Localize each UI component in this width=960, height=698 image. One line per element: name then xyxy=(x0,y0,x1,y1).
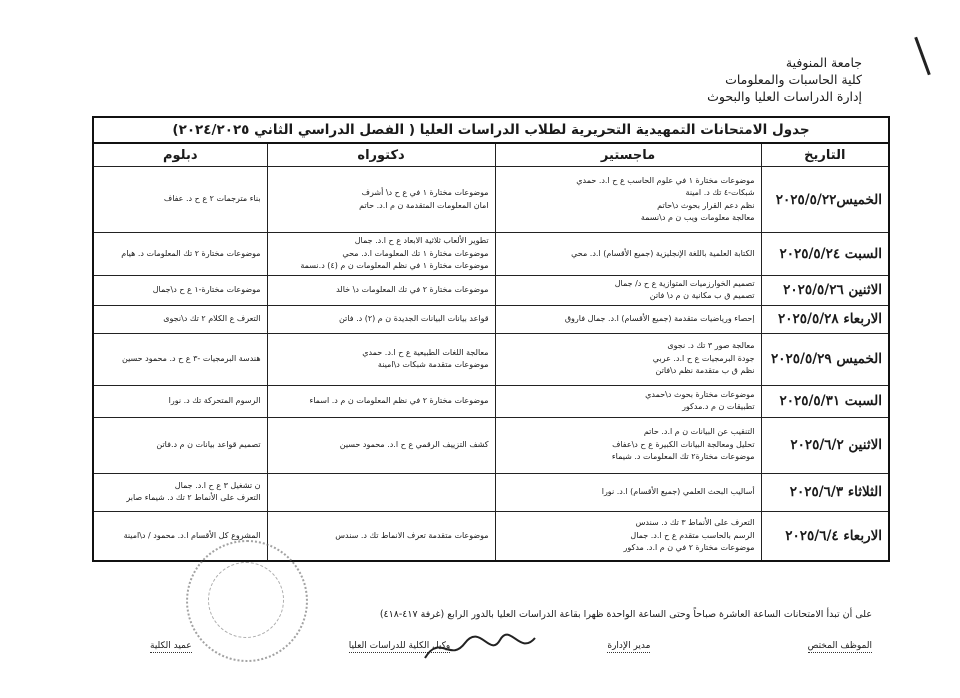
faculty-name: كلية الحاسبات والمعلومات xyxy=(725,72,862,87)
date-cell: السبت ٢٠٢٥/٥/٣١ xyxy=(761,385,889,417)
signature-director: مدير الإدارة xyxy=(607,641,651,651)
course-entry: شبكات-٤ تك د. امينة xyxy=(685,188,755,197)
diploma-cell xyxy=(93,385,267,417)
date-cell: الخميس ٢٠٢٥/٥/٢٩ xyxy=(761,333,889,385)
course-entry: تصميم الخوارزميات المتوازية ع ح د/ جمال xyxy=(614,278,755,288)
course-entry: موضوعات متقدمة شبكات د\امينة xyxy=(377,360,489,369)
handwritten-signature xyxy=(420,628,540,668)
course-entry: التنقيب عن البيانات ن م ا.د. حاتم xyxy=(643,427,755,437)
masters-cell xyxy=(495,167,761,233)
phd-cell xyxy=(267,275,495,305)
course-entry: المشروع كل الأقسام ا.د. محمود / د\امينة xyxy=(123,530,261,540)
table-row xyxy=(93,167,889,233)
diploma-cell xyxy=(93,305,267,333)
date-cell: الثلاثاء ٢٠٢٥/٦/٣ xyxy=(761,473,889,511)
signature-dean: عميد الكلية xyxy=(150,641,192,651)
course-entry: موضوعات مختارة ٢ تك المعلومات د. هيام xyxy=(121,248,261,258)
course-entry: كشف التزييف الرقمي ع ح ا.د. محمود حسين xyxy=(339,439,489,449)
course-entry: الرسوم المتحركة تك د. نورا xyxy=(168,395,261,405)
exam-time-note: على أن تبدأ الامتحانات الساعة العاشرة صباحاً وحتى الساعة الواحدة ظهرا بقاعة الدراسات العليا بالدور الرابع (غرفة ٤١٧-٤١٨) xyxy=(379,609,872,620)
phd-cell xyxy=(267,167,495,233)
course-entry: الكتابة العلمية باللغة الإنجليزية (جميع الأقسام) ا.د. محي xyxy=(571,248,755,258)
masters-cell xyxy=(495,233,761,276)
date-cell: الخميس٢٠٢٥/٥/٢٢ xyxy=(761,167,889,233)
phd-cell xyxy=(267,333,495,385)
department-name: إدارة الدراسات العليا والبحوث xyxy=(707,89,862,104)
phd-cell xyxy=(267,417,495,473)
date-cell: الاثنين ٢٠٢٥/٦/٢ xyxy=(761,417,889,473)
course-entry: التعرف على الأنماط ٢ تك د. شيماء صابر xyxy=(126,493,261,502)
page-mark xyxy=(914,37,930,76)
course-entry: بناء مترجمات ٢ ع ح د. عفاف xyxy=(163,194,261,204)
course-entry: موضوعات متقدمة تعرف الانماط تك د. سندس xyxy=(335,530,489,540)
date-cell: الاربعاء ٢٠٢٥/٥/٢٨ xyxy=(761,305,889,333)
course-entry: موضوعات مختارة ١ في نظم المعلومات ن م (٤) د.نسمة xyxy=(300,261,489,270)
masters-cell xyxy=(495,275,761,305)
schedule-table xyxy=(92,116,890,562)
course-entry: نظم ق ب متقدمة نظم د\فاتن xyxy=(655,366,755,376)
table-row xyxy=(93,275,889,305)
masters-cell xyxy=(495,385,761,417)
date-cell: الاثنين ٢٠٢٥/٥/٢٦ xyxy=(761,275,889,305)
table-row xyxy=(93,417,889,473)
phd-cell xyxy=(267,385,495,417)
masters-cell xyxy=(495,333,761,385)
course-entry: قواعد بيانات البيانات الجديدة ن م (٢) د. فاتن xyxy=(338,313,489,323)
course-entry: معالجة اللغات الطبيعية ع ح ا.د. حمدي xyxy=(362,347,489,357)
course-entry: موضوعات مختارة ١ في ع ح د\ أشرف xyxy=(361,188,489,197)
masters-cell xyxy=(495,417,761,473)
date-cell: الاربعاء ٢٠٢٥/٦/٤ xyxy=(761,511,889,561)
course-entry: موضوعات مختارة٢ تك المعلومات د. شيماء xyxy=(611,452,755,462)
course-entry: ن تشغيل ٣ ع ح ا.د. جمال xyxy=(174,480,261,490)
course-entry: التعرف ع الكلام ٢ تك د\نجوى xyxy=(163,313,261,323)
course-entry: امان المعلومات المتقدمة ن م ا.د. حاتم xyxy=(359,200,489,210)
course-entry: تصميم ق ب مكانية ن م د\ فاتن xyxy=(649,291,755,300)
masters-cell xyxy=(495,305,761,333)
signature-vice-dean: وكيل الكلية للدراسات العليا xyxy=(348,641,451,651)
course-entry: نظم دعم القرار بحوث د\حاتم xyxy=(657,200,755,210)
course-entry: موضوعات مختارة ٢ في تك المعلومات د\ خالد xyxy=(336,284,489,294)
course-entry: موضوعات مختارة ١ تك المعلومات ا.د. محي xyxy=(342,248,489,258)
course-entry: إحصاء ورياضيات متقدمة (جميع الأقسام) ا.د. جمال فاروق xyxy=(564,313,755,323)
phd-cell xyxy=(267,473,495,511)
phd-cell xyxy=(267,233,495,276)
diploma-cell xyxy=(93,473,267,511)
column-headers xyxy=(93,143,889,167)
header-phd: دكتوراه xyxy=(267,143,495,167)
course-entry: معالجة معلومات ويب ن م د\نسمة xyxy=(640,213,755,222)
course-entry: موضوعات مختارة ٢ في نظم المعلومات ن م د. اسماء xyxy=(309,395,489,405)
phd-cell xyxy=(267,511,495,561)
table-row xyxy=(93,333,889,385)
course-entry: أساليب البحث العلمي (جميع الأقسام) ا.د. نورا xyxy=(601,486,755,496)
course-entry: تطبيقات ن م د.مدكور xyxy=(682,402,755,411)
masters-cell xyxy=(495,473,761,511)
exam-schedule xyxy=(92,116,888,562)
date-cell: السبت ٢٠٢٥/٥/٢٤ xyxy=(761,233,889,276)
header-masters: ماجستير xyxy=(495,143,761,167)
table-row xyxy=(93,473,889,511)
diploma-cell xyxy=(93,417,267,473)
phd-cell xyxy=(267,305,495,333)
schedule-title: جدول الامتحانات التمهيدية التحريرية لطلاب الدراسات العليا ( الفصل الدراسي الثاني ٢٠٢٤/٢٠٢٥) xyxy=(93,117,889,143)
institution-header xyxy=(707,54,862,105)
diploma-cell xyxy=(93,233,267,276)
course-entry: تحليل ومعالجة البيانات الكبيرة ع ح د\عفاف xyxy=(612,439,755,449)
masters-cell xyxy=(495,511,761,561)
table-row xyxy=(93,385,889,417)
table-row xyxy=(93,233,889,276)
table-row xyxy=(93,305,889,333)
course-entry: معالجة صور ٣ تك د. نجوى xyxy=(667,341,755,351)
schedule-rows xyxy=(93,167,889,562)
university-name: جامعة المنوفية xyxy=(785,55,862,70)
diploma-cell xyxy=(93,333,267,385)
course-entry: التعرف على الأنماط ٣ تك د. سندس xyxy=(635,518,755,527)
course-entry: موضوعات مختارة ١ في علوم الحاسب ع ح ا.د. حمدي xyxy=(576,175,755,185)
course-entry: هندسة البرمجيات -٣ ع ح د. محمود حسين xyxy=(122,353,261,363)
course-entry: تصميم قواعد بيانات ن م د.فاتن xyxy=(156,439,261,449)
course-entry: موضوعات مختارة-١ ع ح د\جمال xyxy=(152,284,261,294)
course-entry: تطوير الألعاب ثلاثية الابعاد ع ح ا.د. جمال xyxy=(354,236,489,245)
course-entry: جودة البرمجيات ع ح ا.د. عربي xyxy=(652,353,755,363)
diploma-cell xyxy=(93,275,267,305)
course-entry: الرسم بالحاسب متقدم ع ح ا.د. جمال xyxy=(630,530,755,540)
header-date: التاريخ xyxy=(761,143,889,167)
signature-employee: الموظف المختص xyxy=(807,641,872,651)
course-entry: موضوعات مختارة ٢ في ن م ا.د. مدكور xyxy=(623,543,755,552)
header-diploma: دبلوم xyxy=(93,143,267,167)
diploma-cell xyxy=(93,167,267,233)
course-entry: موضوعات مختارة بحوث د\حمدي xyxy=(645,389,755,399)
